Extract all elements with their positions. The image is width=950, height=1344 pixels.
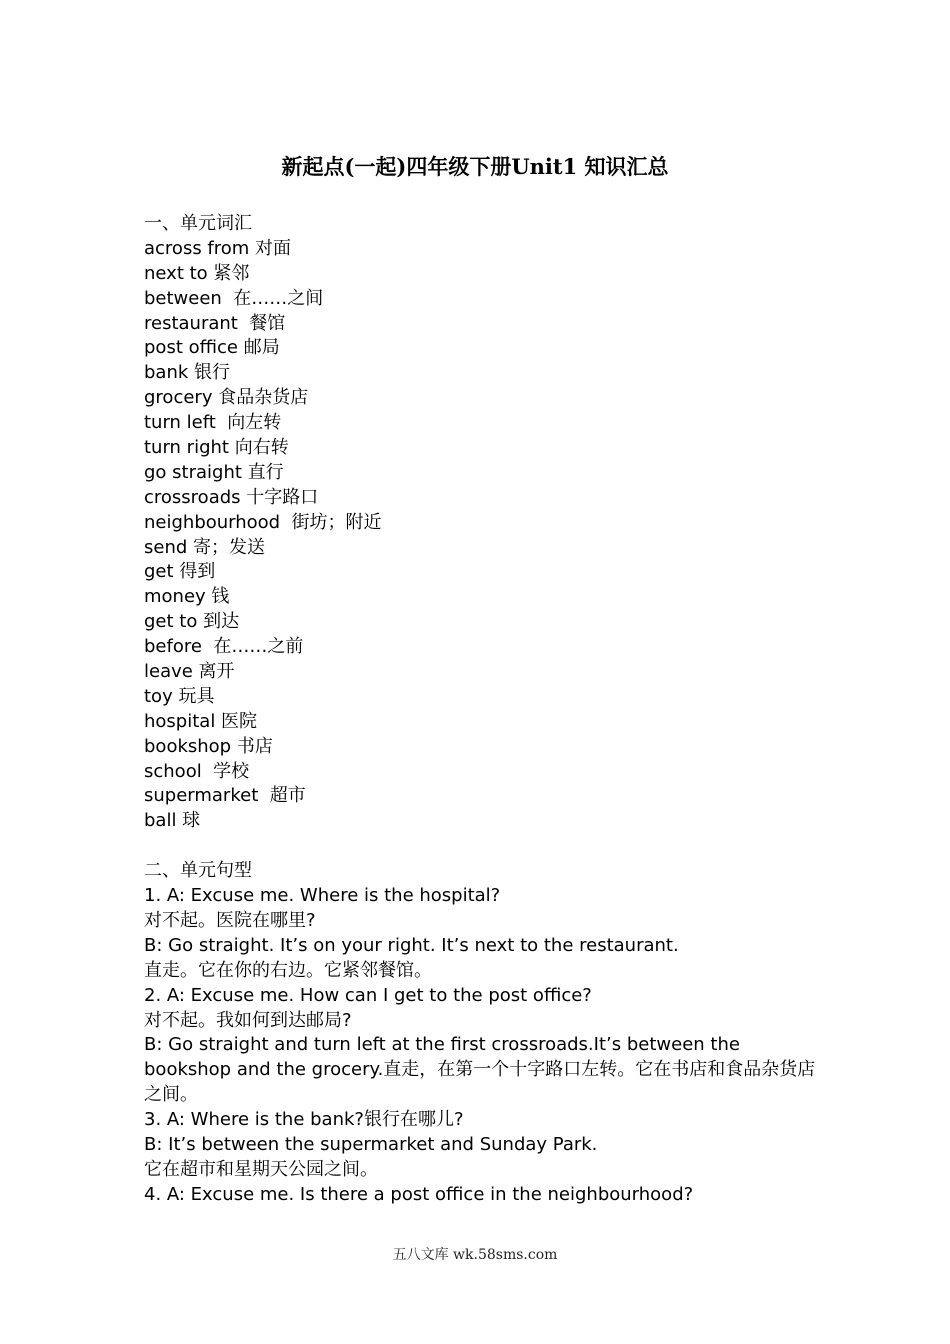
vocabulary-item: hospital 医院 [144, 710, 258, 732]
vocabulary-item: post office 邮局 [144, 337, 280, 359]
section-heading-vocabulary: 一、单元词汇 [144, 213, 252, 234]
sentence-line: 4. A: Excuse me. Is there a post office in the neighbourhood? [144, 1183, 694, 1205]
sentence-line: 2. A: Excuse me. How can I get to the post office? [144, 984, 592, 1006]
vocabulary-item: get 得到 [144, 561, 216, 583]
sentence-line: 3. A: Where is the bank?银行在哪儿? [144, 1109, 464, 1131]
sentence-line: B: Go straight. It’s on your right. It’s next to the restaurant. [144, 934, 679, 956]
vocabulary-item: supermarket 超市 [144, 785, 306, 807]
vocabulary-item: across from 对面 [144, 237, 292, 259]
vocabulary-item: bookshop 书店 [144, 735, 273, 757]
vocabulary-item: leave 离开 [144, 661, 235, 683]
sentence-line: B: It’s between the supermarket and Sunday Park. [144, 1134, 598, 1155]
vocabulary-item: bank 银行 [144, 362, 231, 384]
vocabulary-item: between 在……之间 [144, 287, 324, 309]
vocabulary-item: grocery 食品杂货店 [144, 387, 309, 409]
page-title: 新起点(一起)四年级下册Unit1 知识汇总 [281, 154, 669, 179]
vocabulary-item: neighbourhood 街坊；附近 [144, 511, 382, 533]
sentence-line: 1. A: Excuse me. Where is the hospital? [144, 885, 501, 907]
vocabulary-item: money 钱 [144, 586, 230, 608]
section-heading-sentences: 二、单元句型 [144, 860, 252, 882]
vocabulary-item: next to 紧邻 [144, 262, 250, 284]
vocabulary-item: turn right 向右转 [144, 437, 289, 459]
spacer [144, 834, 824, 859]
sentence-line: B: Go straight and turn left at the first crossroads.It’s between the bookshop and the grocery.直走，在第一个十字路口左转。它在书店和食品杂货店之间。 [144, 1034, 816, 1106]
vocabulary-item: get to 到达 [144, 611, 240, 633]
footer-watermark: 五八文库 wk.58sms.com [392, 1247, 558, 1263]
vocabulary-item: turn left 向左转 [144, 412, 282, 434]
vocabulary-item: before 在……之前 [144, 636, 304, 658]
vocabulary-item: ball 球 [144, 810, 201, 832]
vocabulary-item: restaurant 餐馆 [144, 312, 286, 334]
vocabulary-item: send 寄；发送 [144, 536, 266, 558]
vocabulary-item: school 学校 [144, 760, 250, 782]
vocabulary-list [144, 237, 824, 834]
sentence-line: 对不起。医院在哪里? [144, 909, 316, 931]
sentence-list [144, 884, 824, 1208]
document-body [144, 212, 824, 1208]
vocabulary-item: go straight 直行 [144, 461, 284, 483]
sentence-line: 它在超市和星期天公园之间。 [144, 1158, 378, 1180]
sentence-line: 直走。它在你的右边。它紧邻餐馆。 [144, 959, 432, 981]
sentence-line: 对不起。我如何到达邮局? [144, 1009, 352, 1031]
vocabulary-item: toy 玩具 [144, 685, 215, 707]
vocabulary-item: crossroads 十字路口 [144, 486, 319, 508]
